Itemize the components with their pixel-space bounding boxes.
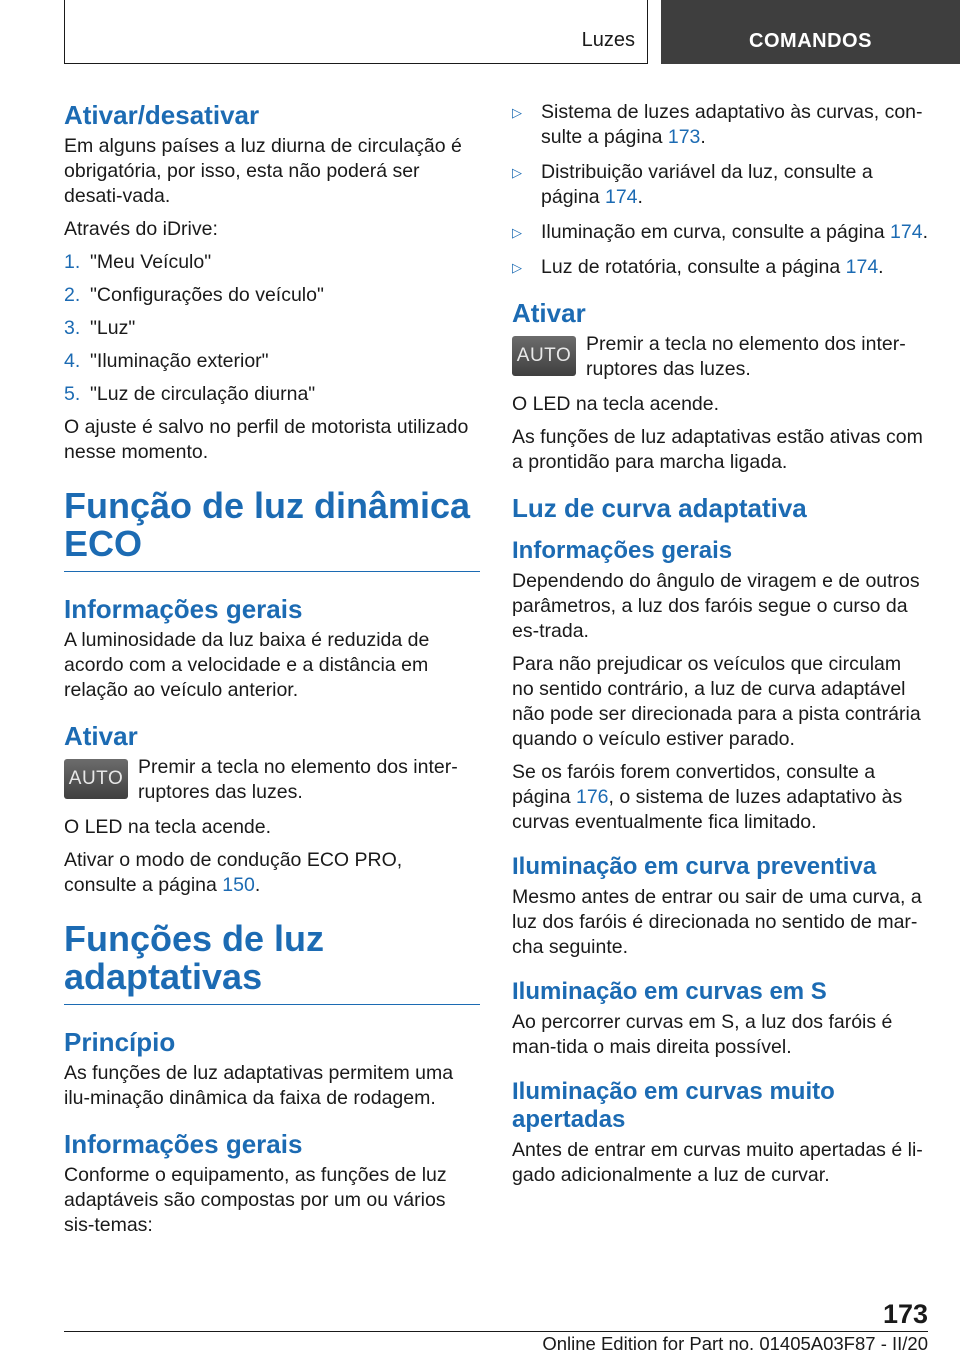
footer-divider	[64, 1331, 928, 1332]
step-number: 2.	[64, 284, 81, 306]
paragraph: Ativar o modo de condução ECO PRO, consulte a página 150.	[64, 849, 403, 896]
list-item: ▷ Distribuição variável da luz, consulte a página 174.	[512, 161, 873, 208]
paragraph: Dependendo do ângulo de viragem e de outros parâmetros, a luz dos faróis segue o curso da es-trada.	[512, 570, 920, 642]
auto-button-icon	[512, 336, 576, 376]
paragraph: O LED na tecla acende.	[512, 393, 720, 415]
auto-button-instruction	[64, 755, 480, 805]
paragraph: Para não prejudicar os veículos que circulam no sentido contrário, a luz de curva adaptável não pode ser direcionada para a pista contrária quando o veículo estiver parado.	[512, 653, 921, 750]
step-number: 5.	[64, 383, 81, 405]
paragraph: Através do iDrive:	[64, 218, 218, 240]
heading-iluminacao-curva-preventiva: Iluminação em curva preventiva	[512, 853, 877, 880]
list-item	[64, 283, 480, 308]
paragraph: Mesmo antes de entrar ou sair de uma curva, a luz dos faróis é direcionada no sentido de mar-cha seguinte.	[512, 886, 922, 958]
list-item	[64, 382, 480, 407]
paragraph: Ao percorrer curvas em S, a luz dos faróis é man-tida o mais direita possível.	[512, 1011, 893, 1058]
page-link-174[interactable]: 174	[845, 256, 879, 278]
heading-informacoes-gerais: Informações gerais	[64, 1129, 303, 1159]
paragraph: O LED na tecla acende.	[64, 816, 272, 838]
step-text: "Luz"	[90, 317, 136, 339]
auto-button-instruction	[512, 332, 928, 382]
header-section-tab	[64, 0, 648, 64]
step-number: 1.	[64, 251, 81, 273]
step-text: "Luz de circulação diurna"	[90, 383, 316, 405]
idrive-steps-list	[64, 250, 480, 407]
paragraph: A luminosidade da luz baixa é reduzida de acordo com a velocidade e a distância em relação ao veículo anterior.	[64, 629, 430, 701]
paragraph: Conforme o equipamento, as funções de luz adaptáveis são compostas por um ou vários sis-temas:	[64, 1164, 447, 1236]
triangle-bullet-icon: ▷	[512, 225, 522, 240]
auto-button-label: AUTO	[516, 345, 572, 366]
paragraph: As funções de luz adaptativas permitem uma ilu-minação dinâmica da faixa de rodagem.	[64, 1062, 454, 1109]
page-link-173[interactable]: 173	[667, 126, 701, 148]
right-column	[512, 100, 928, 1196]
heading-informacoes-gerais: Informações gerais	[512, 537, 733, 564]
adaptive-systems-list	[512, 100, 928, 280]
edition-text: Online Edition for Part no. 01405A03F87 - II/20	[542, 1333, 928, 1354]
heading-ativar: Ativar	[64, 721, 138, 751]
auto-button-label: AUTO	[68, 768, 124, 789]
paragraph: Se os faróis forem convertidos, consulte a página 176, o sistema de luzes adaptativo às curvas eventualmente fica limitado.	[512, 761, 903, 833]
triangle-bullet-icon: ▷	[512, 165, 522, 180]
list-item: ▷ Luz de rotatória, consulte a página 174.	[512, 256, 884, 278]
page-link-174[interactable]: 174	[890, 221, 923, 243]
list-item	[64, 349, 480, 374]
paragraph: Premir a tecla no elemento dos inter-ruptores das luzes.	[138, 756, 458, 803]
header-chapter-tab	[661, 0, 960, 64]
paragraph: Premir a tecla no elemento dos inter-ruptores das luzes.	[586, 333, 906, 380]
page-link-176[interactable]: 176	[575, 786, 609, 808]
left-column	[64, 100, 480, 1246]
list-item: ▷ Sistema de luzes adaptativo às curvas, con-sulte a página 173.	[512, 101, 923, 148]
heading-funcoes-luz-adaptativas: Funções de luz adaptativas	[64, 920, 480, 1005]
heading-ativar-desativar: Ativar/desativar	[64, 100, 260, 130]
heading-funcao-luz-dinamica-eco: Função de luz dinâmica ECO	[64, 487, 480, 572]
step-number: 3.	[64, 317, 81, 339]
heading-iluminacao-curvas-s: Iluminação em curvas em S	[512, 978, 827, 1005]
list-item	[64, 250, 480, 275]
list-item	[64, 316, 480, 341]
page-link-174[interactable]: 174	[604, 186, 638, 208]
paragraph: Antes de entrar em curvas muito apertadas é li-gado adicionalmente a luz de curvar.	[512, 1139, 923, 1186]
heading-informacoes-gerais: Informações gerais	[64, 594, 303, 624]
paragraph: As funções de luz adaptativas estão ativas com a prontidão para marcha ligada.	[512, 426, 923, 473]
paragraph: O ajuste é salvo no perfil de motorista utilizado nesse momento.	[64, 416, 469, 463]
auto-button-icon	[64, 759, 128, 799]
triangle-bullet-icon: ▷	[512, 260, 522, 275]
step-text: "Meu Veículo"	[90, 251, 212, 273]
page-link-150[interactable]: 150	[222, 874, 255, 896]
triangle-bullet-icon: ▷	[512, 105, 522, 120]
heading-ativar: Ativar	[512, 298, 586, 328]
heading-principio: Princípio	[64, 1027, 176, 1057]
heading-iluminacao-curvas-apertadas: Iluminação em curvas muito apertadas	[512, 1078, 835, 1133]
header-section-label: Luzes	[581, 29, 635, 51]
page-number: 173	[882, 1299, 928, 1329]
header-chapter-label: COMANDOS	[749, 30, 872, 52]
list-item: ▷ Iluminação em curva, consulte a página 174.	[512, 221, 928, 243]
heading-luz-curva-adaptativa: Luz de curva adaptativa	[512, 493, 807, 523]
paragraph: Em alguns países a luz diurna de circulação é obrigatória, por isso, esta não poderá ser desati-vada.	[64, 135, 462, 207]
step-text: "Iluminação exterior"	[90, 350, 269, 372]
step-text: "Configurações do veículo"	[90, 284, 324, 306]
step-number: 4.	[64, 350, 81, 372]
